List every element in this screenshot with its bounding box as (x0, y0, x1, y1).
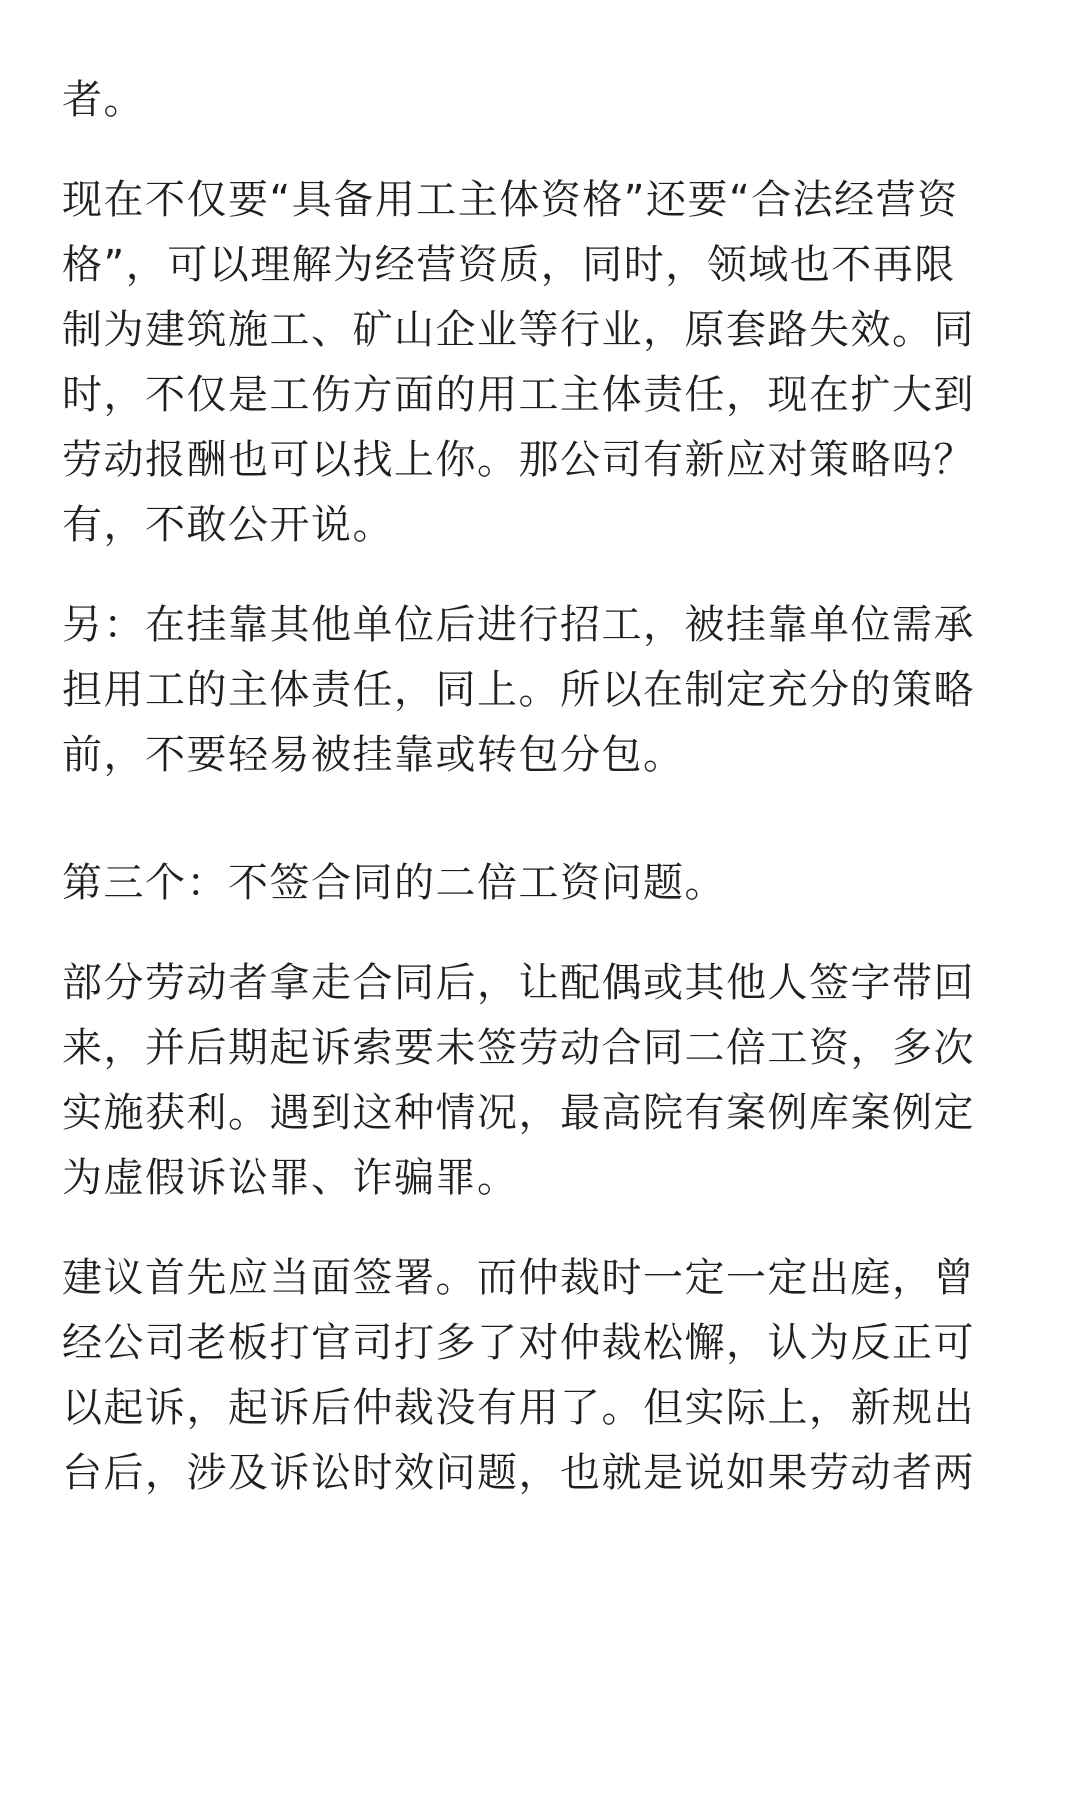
paragraph-line: 制为建筑施工、矿山企业等行业，原套路失效。同 (62, 307, 975, 353)
paragraph-line: 来，并后期起诉索要未签劳动合同二倍工资，多次 (62, 1025, 975, 1071)
paragraph-line: 经公司老板打官司打多了对仲裁松懈，认为反正可 (62, 1320, 975, 1366)
paragraph-line: 者。 (62, 77, 145, 123)
paragraph-line: 前，不要轻易被挂靠或转包分包。 (62, 732, 685, 778)
paragraph-line: 担用工的主体责任，同上。所以在制定充分的策略 (62, 667, 975, 713)
paragraph-line: 以起诉，起诉后仲裁没有用了。但实际上，新规出 (62, 1385, 975, 1431)
paragraph-line: 劳动报酬也可以找上你。那公司有新应对策略吗？ (62, 437, 975, 483)
paragraph-line: 为虚假诉讼罪、诈骗罪。 (62, 1155, 519, 1201)
paragraph-line: 现在不仅要“具备用工主体资格”还要“合法经营资 (62, 177, 959, 223)
paragraph-line: 实施获利。遇到这种情况，最高院有案例库案例定 (62, 1090, 975, 1136)
paragraph-line: 部分劳动者拿走合同后，让配偶或其他人签字带回 (62, 960, 975, 1006)
paragraph-line: 建议首先应当面签署。而仲裁时一定一定出庭，曾 (62, 1255, 975, 1301)
paragraph-line: 另：在挂靠其他单位后进行招工，被挂靠单位需承 (62, 602, 975, 648)
paragraph-line: 有，不敢公开说。 (62, 502, 394, 548)
paragraph-line: 格”，可以理解为经营资质，同时，领域也不再限 (62, 242, 956, 288)
paragraph-line: 台后，涉及诉讼时效问题，也就是说如果劳动者两 (62, 1450, 975, 1496)
section-heading: 第三个：不签合同的二倍工资问题。 (62, 860, 726, 906)
paragraph-line: 时，不仅是工伤方面的用工主体责任，现在扩大到 (62, 372, 975, 418)
